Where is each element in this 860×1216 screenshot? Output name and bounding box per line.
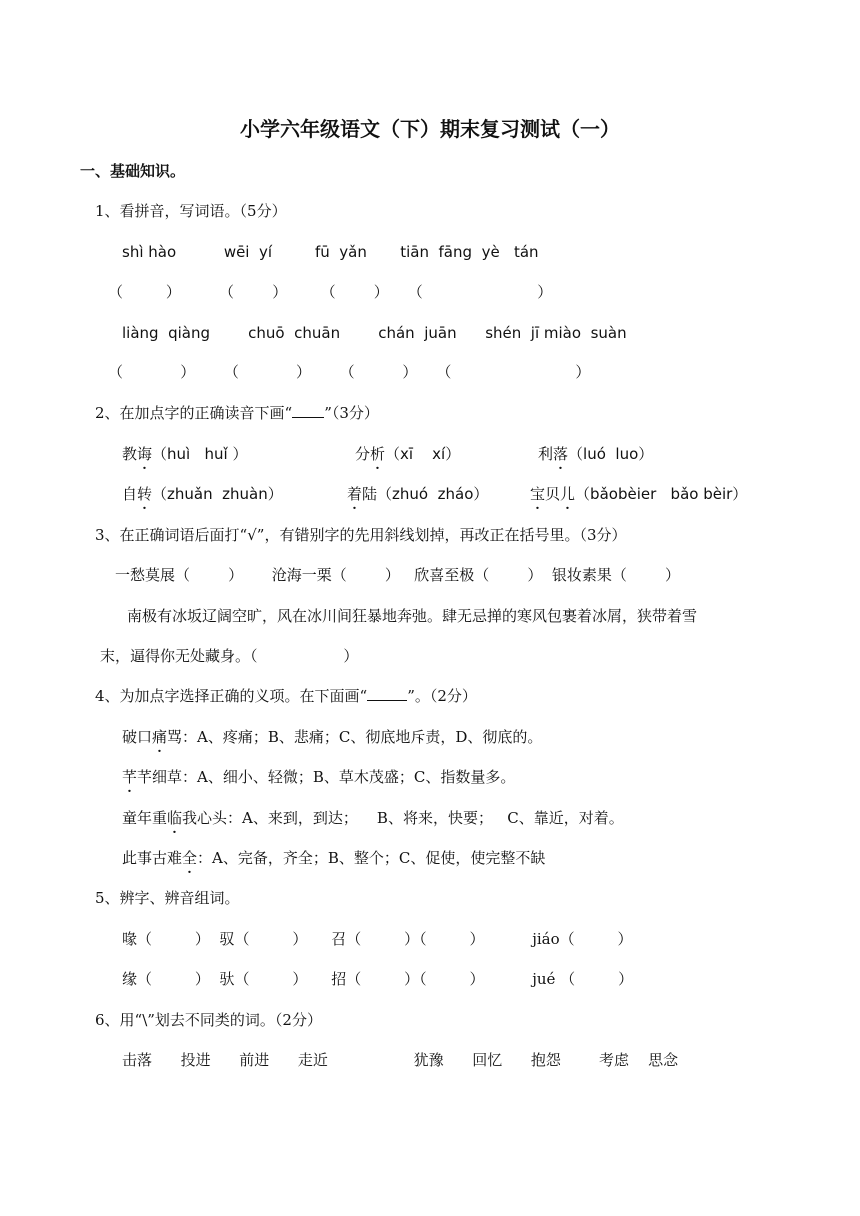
- q6-prompt: 6、用“\”划去不同类的词。（2分）: [95, 1011, 322, 1029]
- q3-paragraph-line-2[interactable]: 末，逼得你无处藏身。（ ）: [100, 647, 359, 665]
- section-heading: 一、基础知识。: [80, 162, 186, 180]
- q2-word-2[interactable]: 分析（xī xí）: [355, 445, 461, 463]
- q4-item-3[interactable]: 童年重临我心头：A、来到，到达； B、将来，快要； C、靠近，对着。: [122, 809, 624, 827]
- underline-sample: [292, 403, 324, 418]
- q1-prompt: 1、看拼音，写词语。（5分）: [95, 202, 287, 220]
- page-title: 小学六年级语文（下）期末复习测试（一）: [240, 117, 620, 141]
- q1-answer-brackets-2[interactable]: （ ） （ ） （ ） （ ）: [108, 363, 591, 381]
- underline-sample: [367, 686, 407, 701]
- q4-prompt: 4、为加点字选择正确的义项。在下面画“ ”。（2分）: [95, 687, 477, 705]
- q1-answer-brackets-1[interactable]: （ ） （ ） （ ） （ ）: [108, 283, 553, 301]
- q2-word-6[interactable]: 宝贝儿（bǎobèier bǎo bèir）: [530, 485, 748, 503]
- q3-word-row[interactable]: 一愁莫展（ ） 沧海一栗（ ） 欣喜至极（ ） 银妆素果（ ）: [115, 566, 681, 584]
- q2-prompt: 2、在加点字的正确读音下画“ ”（3分）: [95, 404, 379, 422]
- q1-pinyin-row-2: liàng qiàng chuō chuān chán juān shén jī miào suàn: [122, 324, 627, 342]
- q4-item-2[interactable]: 芊芊细草：A、细小、轻微；B、草木茂盛；C、指数量多。: [122, 768, 516, 786]
- q2-word-5[interactable]: 着陆（zhuó zháo）: [347, 485, 489, 503]
- q3-prompt: 3、在正确词语后面打“√”，有错别字的先用斜线划掉，再改正在括号里。（3分）: [95, 526, 627, 544]
- q2-word-1[interactable]: 教诲（huì huǐ ）: [122, 445, 248, 463]
- q2-word-3[interactable]: 利落（luó luo）: [538, 445, 654, 463]
- q1-pinyin-row-1: shì hào wēi yí fū yǎn tiān fāng yè tán: [122, 243, 539, 261]
- q2-word-4[interactable]: 自转（zhuǎn zhuàn）: [122, 485, 283, 503]
- q6-word-row[interactable]: 击落 投进 前进 走近 犹豫 回忆 抱怨 考虑 思念: [122, 1051, 679, 1069]
- q4-item-1[interactable]: 破口痛骂：A、疼痛；B、悲痛；C、彻底地斥责，D、彻底的。: [122, 728, 543, 746]
- q4-item-4[interactable]: 此事古难全：A、完备，齐全；B、整个；C、促使，使完整不缺: [122, 849, 546, 867]
- q5-prompt: 5、辨字、辨音组词。: [95, 889, 240, 907]
- q5-row-2[interactable]: 缘（ ） 驮（ ） 招（ ）（ ） jué （ ）: [122, 970, 634, 988]
- q3-paragraph-line-1: 南极有冰坂辽阔空旷，风在冰川间狂暴地奔弛。肆无忌掸的寒风包裹着冰屑，狭带着雪: [127, 607, 698, 625]
- q5-row-1[interactable]: 喙（ ） 驭（ ） 召（ ）（ ） jiáo（ ）: [122, 930, 633, 948]
